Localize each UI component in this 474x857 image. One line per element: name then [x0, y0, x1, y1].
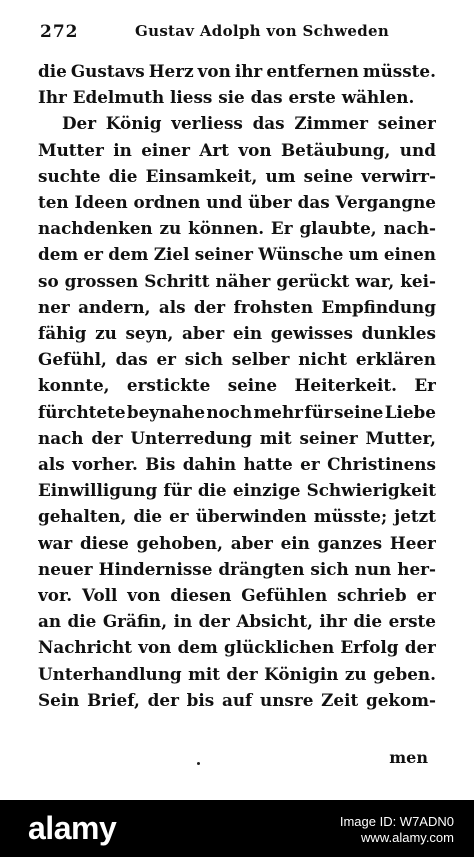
text-line: an die Gräfin, in der Absicht, ihr die erste	[38, 611, 436, 632]
text-line: nachdenken zu können. Er glaubte, nach-	[38, 218, 436, 239]
text-line: nach der Unterredung mit seiner Mutter,	[38, 427, 436, 448]
text-line: Mutter in einer Art von Betäubung, und	[38, 139, 436, 160]
text-line: fähig zu seyn, aber ein gewisses dunkles	[38, 323, 436, 344]
text-line: Ihr Edelmuth liess sie das erste wählen.	[38, 87, 415, 108]
catchword: men	[389, 748, 428, 767]
text-line: dem er dem Ziel seiner Wünsche um einen	[38, 244, 436, 265]
site-url: www.alamy.com	[361, 830, 454, 845]
text-line: die Gustavs Herz von ihr entfernen müsste.	[38, 61, 436, 81]
text-line: als vorher. Bis dahin hatte er Christinens	[38, 454, 436, 475]
watermark-bar	[0, 800, 474, 857]
watermark-meta	[340, 814, 454, 846]
text-line: so grossen Schritt näher gerückt war, kei-	[38, 270, 436, 291]
page-number: 272	[40, 22, 79, 42]
text-line: Nachricht von dem glücklichen Erfolg der	[38, 637, 436, 658]
body-text	[38, 58, 436, 713]
alamy-logo: alamy	[28, 810, 117, 846]
image-id: Image ID: W7ADN0	[339, 814, 454, 829]
text-line: fürchtete beynahe noch mehr für seine Liebe	[38, 401, 436, 422]
text-line: Der König verliess das Zimmer seiner	[62, 113, 436, 134]
text-line: vor. Voll von diesen Gefühlen schrieb er	[38, 585, 436, 606]
text-line: konnte, erstickte seine Heiterkeit. Er	[38, 375, 436, 396]
text-line: gehalten, die er überwinden müsste; jetzt	[38, 506, 436, 527]
text-line: neuer Hindernisse drängten sich nun her-	[38, 558, 436, 579]
text-line: suchte die Einsamkeit, um seine verwirr-	[38, 165, 436, 186]
ink-speck	[197, 762, 200, 765]
page-header	[40, 22, 440, 48]
text-line: Sein Brief, der bis auf unsre Zeit gekom-	[38, 689, 436, 710]
text-line: Unterhandlung mit der Königin zu geben.	[38, 663, 436, 684]
text-line: ten Ideen ordnen und über das Vergangne	[38, 192, 436, 213]
text-line: Einwilligung für die einzige Schwierigkeit	[38, 480, 436, 501]
text-line: war diese gehoben, aber ein ganzes Heer	[38, 532, 436, 553]
running-head: Gustav Adolph von Schweden	[135, 22, 390, 40]
text-line: Gefühl, das er sich selber nicht erklären	[38, 349, 436, 370]
text-line: ner andern, als der frohsten Empfindung	[38, 296, 436, 317]
